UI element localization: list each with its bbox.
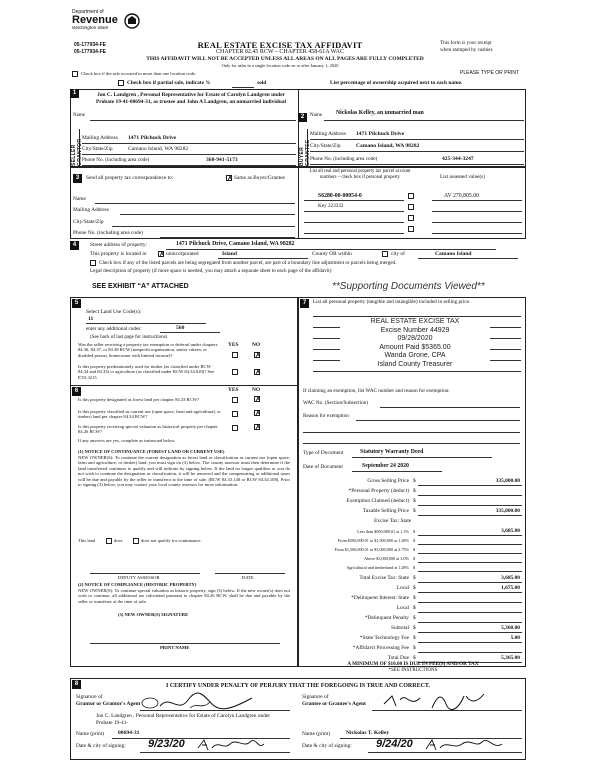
street-value[interactable]: 1471 Pilchuck Drive, Camano Island, WA 98282 (176, 241, 295, 247)
supporting-docs: **Supporting Documents Viewed** (332, 281, 485, 292)
section-1-number: 1 (70, 89, 79, 98)
total-label: Local (396, 605, 409, 611)
if-any-yes: If any answers are yes, complete as instructed below. (78, 438, 176, 443)
section-6-number: 6 (72, 387, 81, 396)
s5-no: NO (252, 342, 261, 348)
total-row: *Delinquent Penalty $ (300, 614, 522, 623)
total-label: *Delinquent Penalty (364, 615, 409, 621)
total-row: *Affidavit Processing Fee $ (300, 644, 522, 653)
new-owner-sig-label: (3) NEW OWNER(S) SIGNATURE (118, 612, 189, 617)
corr-city-label: City/State/Zip (73, 219, 104, 225)
total-row: *State Technology Fee $ 5.00 (359, 635, 520, 641)
form-warning: THIS AFFIDAVIT WILL NOT BE ACCEPTED UNLESS ALL AREAS ON ALL PAGES ARE FULLY COMPLETED (146, 56, 424, 62)
bracket-label: From $1,500,000.01 to $3,000,000 at 2.75% (334, 547, 409, 552)
s5-yes: YES (228, 342, 239, 348)
seller-city-value[interactable]: Camano Island, WA 98282 (128, 146, 189, 152)
tax-row-label: Exemption Claimed (deduct) (346, 498, 409, 504)
does-not-qualify-checkbox[interactable] (133, 538, 139, 544)
notice2-body: NEW OWNER(S): To continue special valuation as historic property, sign (3) below. If the new owner(s) does not wish to continue, all additional tax calculated pursuant to chapter 84.26 RCW, shall be due and payable by the seller or transferor at the time of sale. (78, 588, 290, 604)
unincorporated-checkbox[interactable]: ✗ (159, 250, 165, 258)
grantor-name-print-label: Name (print) (76, 731, 104, 737)
total-row: *Delinquent Interest: State $ (300, 594, 522, 603)
total-label: *Delinquent Interest: State (351, 595, 409, 601)
bracket-label: From $500,000.01 to $1,500,000 at 1.28% (337, 538, 409, 543)
grantee-city-scribble-icon (424, 738, 504, 752)
q-historic: Is this property receiving special valuation as historical property per chapter 84.26 RCW? (78, 424, 218, 435)
grantee-date-label: Date & city of signing: (302, 743, 352, 749)
grantor-date[interactable]: 9/23/20 (148, 738, 185, 750)
buyer-name-label: Name (310, 113, 322, 118)
more-location-label: Check box if the sale occurred in more than one location code. (81, 71, 197, 76)
taxable-selling-price[interactable]: 335,000.00 (495, 508, 520, 514)
q-timber-no[interactable]: ✗ (255, 368, 261, 376)
s6-no: NO (252, 387, 261, 393)
tax-row: Taxable Selling Price $ 335,000.00 (362, 508, 520, 514)
stamp-name: Wanda Grone, CPA (384, 352, 446, 360)
see-back: (See back of last page for instructions) (90, 335, 168, 340)
within-city-checkbox[interactable] (382, 251, 388, 257)
grantor-sig-label-1: Signature of (76, 694, 103, 700)
seller-phone-label: Phone No. (including area code) (82, 157, 150, 163)
q-current-no[interactable]: ✗ (255, 409, 261, 417)
stamp-date: 09/28/2020 (397, 335, 433, 343)
buyer-side-label: BUYER GRANTEE (299, 139, 311, 166)
total-label: Subtotal (391, 625, 409, 631)
seller-mailing-label: Mailing Address (82, 135, 118, 141)
seller-name-label: Name (73, 113, 85, 118)
receipt-note-1: This form is your receipt (440, 40, 492, 46)
reason-label: Reason for exemption (303, 413, 349, 419)
dept-line1: Department of (72, 9, 104, 15)
certify-text: I CERTIFY UNDER PENALTY OF PERJURY THAT THE FOREGOING IS TRUE AND CORRECT. (165, 683, 430, 689)
segregate-checkbox[interactable] (90, 260, 96, 266)
notice1-body: NEW OWNER(S): To continue the current designation as forest land or classification as current use (open space, farm and agriculture, or timber) land, you must sign on (3) below. The county assessor must then determine if the land transferred continues to qualify and will indicate by signing below. If the land no longer qualifies or you do not wish to continue the designation or classification, it will be removed and the compensating or additional taxes will be due and payable by the seller or transferor at the time of sale. (RCW 84.33.140 or RCW 84.34.108). Prior to signing (3) below, you may contact your local county assessor for more information. (78, 455, 290, 488)
does-label: does (114, 538, 123, 543)
grantor-sig-label-2: Grantor or Grantor's Agent (76, 701, 141, 707)
buyer-city-label: City/State/Zip (310, 143, 341, 149)
sold-label: sold (257, 80, 267, 86)
form-subtitle: CHAPTER 82.45 RCW – CHAPTER 458-61A WAC (216, 49, 344, 55)
section-3-number: 3 (73, 174, 82, 183)
tax-row-label: *Personal Property (deduct) (348, 488, 409, 494)
buyer-phone-label: Phone No. (including area code) (310, 156, 378, 162)
grantor-name-print[interactable]: 00694-31 (118, 730, 140, 736)
form-title: REAL ESTATE EXCISE TAX AFFIDAVIT (197, 40, 363, 50)
form-id-1: 05-177934-FE (74, 42, 106, 48)
grantee-sig-label-1: Signature of (302, 694, 329, 700)
land-use-value[interactable]: 11 (88, 316, 94, 322)
corr-phone-label: Phone No. (including area code) (73, 230, 143, 236)
street-label: Street address of property: (90, 242, 148, 248)
q-exempt-yes[interactable] (232, 352, 238, 358)
unincorporated-label: unincorporated (166, 251, 199, 257)
tax-row-label: Taxable Selling Price (362, 508, 409, 514)
s6-yes: YES (228, 387, 239, 393)
q-exempt-no[interactable]: ✗ (255, 351, 261, 359)
q-historic-yes[interactable] (232, 425, 238, 431)
grantee-date[interactable]: 9/24/20 (376, 738, 413, 750)
state-technology-fee[interactable]: 5.00 (510, 635, 520, 641)
total-row: Local $ 1,675.00 (396, 585, 520, 591)
q-exempt: Was the seller receiving a property tax exemption or deferral under chapters 84.36, 84.37, or 84.38 RCW (nonprofit organization, senior citizen, or disabled person, homeowner with limited income)? (78, 342, 218, 358)
stamp-title: REAL ESTATE EXCISE TAX (370, 318, 460, 325)
total-label: Total Due (387, 655, 409, 661)
q-current: Is this property classified as current use (open space, farm and agricultural, or timber) land per chapter 84.34 RCW? (78, 409, 221, 420)
excise-state-label: Excise Tax: State (374, 518, 412, 524)
county-value[interactable]: Island (222, 251, 237, 257)
q-timber: Is this property predominately used for timber (as classified under RCW 84.34 and 84.33) or agriculture (as classified under RCW 84.34.020)? See ETA 3215 (78, 364, 215, 380)
tax-row: Gross Selling Price $ 335,000.00 (367, 478, 520, 484)
bracket-value[interactable]: 3,685.00 (501, 528, 520, 534)
q-timber-yes[interactable] (232, 369, 238, 375)
exemption-label: If claiming an exemption, list WAC number and reason for exemption: (303, 388, 450, 394)
washington-logo-icon (124, 13, 140, 29)
segregate-label: Check box if any of the listed parcels are being segregated from another parcel, are part of a boundary line adjustment or parcels being merged. (99, 260, 397, 266)
seller-city-label: City/State/Zip (82, 146, 113, 152)
buyer-mailing-label: Mailing Address (310, 131, 346, 137)
q-forest: Is this property designated as forest land per chapter 84.33 RCW? (78, 397, 200, 402)
receipt-note-2: when stamped by cashier. (440, 47, 494, 53)
send-correspondence-label: Send all property tax correspondence to: (86, 175, 174, 181)
this-land-label: This land (78, 538, 96, 543)
same-as-buyer-label: Same as Buyer/Grantee (234, 175, 285, 181)
does-not-label: does not qualify for continuance. (141, 538, 202, 543)
grantee-sig-label-2: Grantee or Grantee's Agent (302, 701, 366, 707)
same-as-buyer-checkbox[interactable]: ✗ (227, 174, 233, 182)
seller-name[interactable]: Jon C. Landgren , Personal Representative for Estate of Carolyn Landgren under Probate 19-41-00694-31, as trustee and John A Landgren, an unmarried individual (96, 92, 286, 105)
exhibit-text: SEE EXHIBIT “A” ATTACHED (92, 283, 189, 290)
assessed-1[interactable]: AV 270,805.00 (444, 193, 480, 199)
parcel-header: List all real and personal property tax parcel account numbers – check box if personal property (309, 169, 411, 180)
parcel-3-personal-checkbox[interactable] (408, 215, 414, 221)
seller-side-label: SELLER GRANTOR (71, 138, 83, 166)
q-forest-no[interactable]: ✗ (255, 395, 261, 403)
dept-line2: Revenue (72, 14, 118, 26)
bracket-row: Above $3,000,000 at 3.0% $ (300, 555, 522, 563)
list-pct-label: List percentage of ownership acquired next to each name. (330, 80, 463, 86)
corr-name-label: Name (73, 196, 86, 202)
q-forest-yes[interactable] (232, 397, 238, 403)
total-label: Total Excise Tax: State (359, 575, 409, 581)
total-due[interactable]: 5,365.00 (501, 655, 520, 661)
city-value[interactable]: Camano Island (435, 251, 472, 257)
list-personal: List all personal property (tangible and intangible) included in selling price. (313, 299, 471, 305)
treasurer-stamp (340, 318, 490, 370)
minimum-due: A MINIMUM OF $10.00 IS DUE IN FEE(S) AND/OR TAX (347, 661, 479, 667)
additional-codes-value[interactable]: 560 (176, 325, 185, 331)
subtotal[interactable]: 5,360.00 (501, 625, 520, 631)
see-instructions: *SEE INSTRUCTIONS (388, 668, 438, 673)
type-doc-label: Type of Document (303, 450, 344, 456)
stamp-office: Island County Treasurer (377, 360, 453, 368)
tax-row-label: Gross Selling Price (367, 478, 409, 484)
grantor-date-label: Date & city of signing: (76, 743, 126, 749)
total-row: Total Excise Tax: State $ 3,685.00 (359, 575, 520, 581)
land-use-label: Select Land Use Code(s): (86, 309, 142, 315)
section-2-number: 2 (298, 113, 307, 122)
only-note: Only for sales in a single location code on or after January 1, 2020 (221, 63, 339, 68)
partial-sale-label: Check box if partial sale, indicate % (127, 80, 211, 86)
dor-logo (72, 9, 132, 30)
bracket-label: Less than $500,000.01 at 1.1% (357, 529, 409, 534)
grantor-name-block: Jon C. Landgren , Personal Representative for Estate of Carolyn Landgren under Probate 19-41- (96, 713, 271, 726)
q-current-yes[interactable] (232, 411, 238, 417)
date-doc-label: Date of Document (303, 464, 343, 470)
buyer-phone-value[interactable]: 425-344-3247 (442, 156, 474, 162)
assessed-header: List assessed value(s) (440, 174, 485, 180)
grantor-city-scribble-icon (196, 738, 266, 752)
bracket-row: Less than $500,000.01 at 1.1% $ 3,685.00 (357, 528, 520, 534)
notice1-title: (1) NOTICE OF CONTINUANCE (FOREST LAND OR CURRENT USE) (78, 449, 225, 454)
q-historic-no[interactable]: ✗ (255, 423, 261, 431)
bracket-row: From $500,000.01 to $1,500,000 at 1.28% $ (300, 537, 522, 545)
parcel-4-personal-checkbox[interactable] (408, 226, 414, 232)
section-8-number: 8 (72, 680, 81, 689)
wac-label: WAC No. (Section/Subsection) (303, 400, 368, 406)
partial-sale-checkbox[interactable] (118, 80, 124, 86)
tax-row: *Personal Property (deduct) $ (300, 487, 522, 496)
stamp-number: Excise Number 44929 (380, 326, 450, 334)
total-label: *Affidavit Processing Fee (352, 645, 409, 651)
gross-selling-price[interactable]: 335,000.00 (495, 478, 520, 484)
dept-line3: Washington State (72, 25, 109, 30)
total-row: Local $ (300, 604, 522, 613)
section-7-number: 7 (300, 299, 309, 308)
tax-row: Exemption Claimed (deduct) $ (300, 497, 522, 506)
corr-mailing-label: Mailing Address (73, 207, 109, 213)
located-label: This property is located in (90, 251, 147, 257)
buyer-name[interactable]: Nickolas Kelley, an unmarried man (336, 110, 424, 116)
grantee-name-print-label: Name (print) (302, 731, 330, 737)
total-row: Total Due $ 5,365.00 (387, 655, 520, 661)
total-row: Subtotal $ 5,360.00 (391, 625, 520, 631)
seller-mailing-value[interactable]: 1471 Pilchuck Drive (128, 135, 177, 141)
buyer-city-value[interactable]: Camano Island, WA 98282 (356, 143, 420, 149)
seller-phone-value[interactable]: 360-941-5173 (206, 157, 238, 163)
date-doc-value[interactable]: September 24 2020 (362, 463, 409, 469)
bracket-row: Agricultural and timberland at 1.28% $ (300, 564, 522, 572)
deputy-assessor-label: DEPUTY ASSESSOR (118, 575, 160, 580)
print-name-label: PRINT NAME (160, 645, 190, 650)
does-qualify-checkbox[interactable] (106, 538, 112, 544)
local-excise[interactable]: 1,675.00 (501, 585, 520, 591)
parcel-1[interactable]: S6280-00-00054-0 (318, 193, 362, 199)
county-or-label: County OR within (312, 251, 352, 257)
bracket-label: Above $3,000,000 at 3.0% (364, 556, 409, 561)
total-label: Local (396, 585, 409, 591)
deputy-date-label: DATE (242, 575, 254, 580)
section-4-number: 4 (70, 241, 79, 250)
notice2-title: (2) NOTICE OF COMPLIANCE (HISTORIC PROPERTY) (78, 582, 197, 587)
additional-codes-label: enter any additional codes: (86, 326, 142, 332)
type-doc-value[interactable]: Statutory Warranty Deed (360, 449, 424, 455)
legal-label: Legal description of property (if more space is needed, you may attach a separate sheet to each page of the affidavit) (90, 268, 332, 274)
buyer-mailing-value[interactable]: 1471 Pilchuck Drive (356, 131, 405, 137)
grantee-name-print[interactable]: Nickolas T. Kelley (346, 730, 390, 736)
stamp-amount: Amount Paid $5365.00 (379, 343, 451, 351)
parcel-2-personal-checkbox[interactable] (408, 204, 414, 210)
parcel-2[interactable]: Key 223332 (318, 203, 344, 209)
total-label: *State Technology Fee (359, 635, 409, 641)
bracket-row: From $1,500,000.01 to $3,000,000 at 2.75% $ (300, 546, 522, 554)
type-or-print: PLEASE TYPE OR PRINT (460, 70, 520, 76)
section-5-number: 5 (72, 299, 81, 308)
city-of-label: city of (391, 251, 405, 257)
grantee-signature-icon (380, 690, 490, 712)
parcel-1-personal-checkbox[interactable] (408, 193, 414, 199)
more-location-checkbox[interactable] (72, 71, 78, 77)
bracket-label: Agricultural and timberland at 1.28% (346, 565, 409, 570)
total-excise-state[interactable]: 3,685.00 (501, 575, 520, 581)
form-id-2: 05-177934-FE (74, 49, 106, 55)
